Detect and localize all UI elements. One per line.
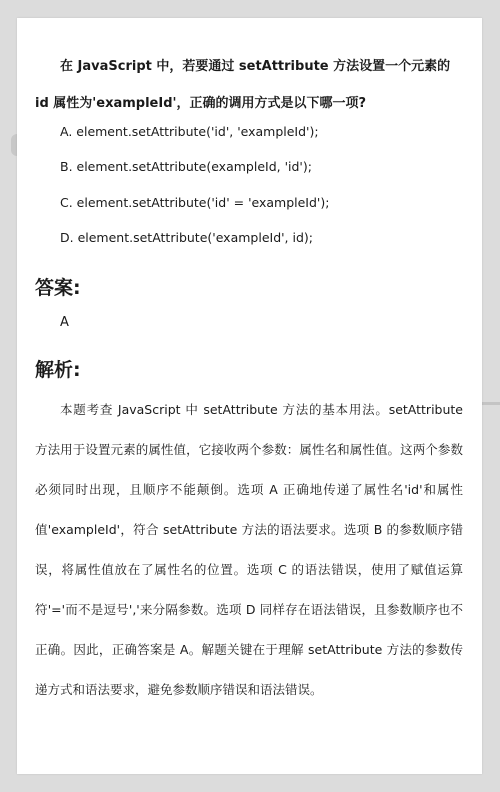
option-b: B. element.setAttribute(exampleId, 'id'); (60, 159, 312, 174)
analysis-heading: 解析: (35, 359, 81, 381)
analysis-text: 本题考查 JavaScript 中 setAttribute 方法的基本用法。setAttribute 方法用于设置元素的属性值，它接收两个参数：属性名和属性值。这两个参数必须同时出现，且顺序不能颠倒。选项 A 正确地传递了属性名'id'和属性值'exampleId'，符合 setAttribute 方法的语法要求。选项 B 的参数顺序错误，将属性值放在了属性名的位置。选项 C 的语法错误，使用了赋值运算符'='而不是逗号','来分隔参数。选项 D 同样存在语法错误，且参数顺序也不正确。因此，正确答案是 A。解题关键在于理解 setAttribute 方法的参数传递方式和语法要求，避免参数顺序错误和语法错误。 (35, 402, 463, 697)
answer-text: A (60, 315, 69, 330)
answer-heading: 答案: (35, 277, 81, 299)
document-page (17, 18, 482, 774)
right-edge-marker (482, 402, 500, 405)
option-c: C. element.setAttribute('id' = 'exampleId'); (60, 195, 330, 210)
option-a: A. element.setAttribute('id', 'exampleId'); (60, 124, 319, 139)
question-text: 在 JavaScript 中，若要通过 setAttribute 方法设置一个元素的 id 属性为'exampleId'，正确的调用方式是以下哪一项? (35, 59, 451, 111)
option-d: D. element.setAttribute('exampleId', id); (60, 230, 314, 245)
